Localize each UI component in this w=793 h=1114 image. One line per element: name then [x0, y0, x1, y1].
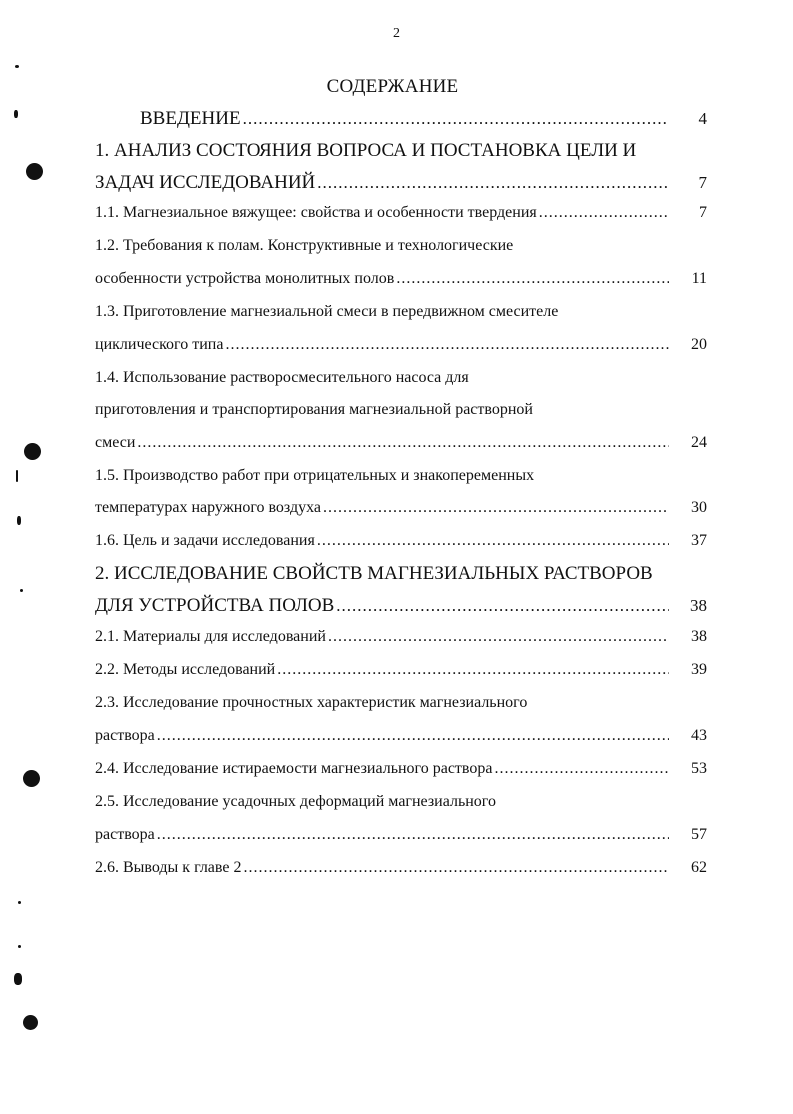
toc-entry-text: раствора: [95, 826, 155, 843]
toc-entry-chapter-2-line-1: [95, 563, 707, 591]
toc-leader-dots: [317, 173, 669, 193]
toc-leader-dots: [317, 532, 669, 550]
binder-hole-mark: [23, 770, 40, 787]
toc-entry-text: 1.4. Использование растворосмесительного насоса для: [95, 369, 469, 386]
toc-entry-page: 4: [698, 109, 707, 128]
binder-hole-mark: [23, 1015, 38, 1030]
toc-entry-page: 62: [691, 859, 707, 876]
toc-entry-text: циклического типа: [95, 336, 224, 353]
scan-speck: [18, 945, 21, 948]
toc-entry-section-2-6: [95, 859, 707, 887]
toc-entry-text: 1.3. Приготовление магнезиальной смеси в передвижном смесителе: [95, 303, 559, 320]
toc-entry-page: 11: [691, 270, 707, 287]
toc-entry-text: температурах наружного воздуха: [95, 499, 321, 516]
toc-entry-text: ДЛЯ УСТРОЙСТВА ПОЛОВ: [95, 595, 335, 616]
page-number: 2: [393, 26, 400, 41]
toc-leader-dots: [137, 434, 669, 452]
toc-entry-section-2-3: [95, 727, 707, 755]
toc-entry-text: смеси: [95, 434, 136, 451]
toc-entry-text: 1.1. Магнезиальное вяжущее: свойства и особенности твердения: [95, 204, 537, 221]
scan-speck: [20, 589, 23, 592]
binder-hole-mark: [24, 443, 41, 460]
toc-entry-section-2-3-line-1: [95, 694, 707, 722]
toc-leader-dots: [225, 336, 669, 354]
toc-entry-page: 30: [691, 499, 707, 516]
toc-leader-dots: [243, 109, 669, 129]
toc-leader-dots: [494, 760, 669, 778]
toc-entry-text: приготовления и транспортирования магнезиальной растворной: [95, 401, 533, 418]
toc-entry-section-1-5-line-1: [95, 467, 707, 495]
toc-entry-text: раствора: [95, 727, 155, 744]
toc-entry-page: 24: [691, 434, 707, 451]
scan-speck: [14, 110, 18, 118]
toc-leader-dots: [328, 628, 669, 646]
toc-leader-dots: [277, 661, 669, 679]
toc-entry-introduction: [140, 108, 707, 136]
toc-entry-section-1-2: [95, 270, 707, 298]
toc-entry-section-1-2-line-1: [95, 237, 707, 265]
toc-entry-page: 39: [691, 661, 707, 678]
toc-entry-chapter-1: [95, 172, 707, 200]
scan-speck: [17, 516, 21, 525]
toc-entry-page: 43: [691, 727, 707, 744]
toc-entry-section-2-4: [95, 760, 707, 788]
toc-entry-section-1-4-line-2: [95, 401, 707, 429]
binder-hole-mark: [26, 163, 43, 180]
toc-entry-section-1-3: [95, 336, 707, 364]
toc-leader-dots: [539, 204, 669, 222]
toc-entry-section-1-1: [95, 204, 707, 232]
toc-entry-chapter-1-line-1: [95, 140, 707, 168]
scan-speck: [14, 973, 22, 985]
toc-entry-text: 2.4. Исследование истираемости магнезиального раствора: [95, 760, 493, 777]
toc-entry-text: особенности устройства монолитных полов: [95, 270, 395, 287]
toc-entry-text: 1.6. Цель и задачи исследования: [95, 532, 315, 549]
toc-entry-section-1-6: [95, 532, 707, 560]
toc-entry-chapter-2: [95, 595, 707, 623]
toc-leader-dots: [336, 596, 669, 616]
toc-entry-text: 1. АНАЛИЗ СОСТОЯНИЯ ВОПРОСА И ПОСТАНОВКА ЦЕЛИ И: [95, 140, 637, 161]
toc-title: СОДЕРЖАНИЕ: [326, 76, 459, 97]
toc-entry-page: 7: [698, 173, 707, 192]
toc-entry-section-1-4: [95, 434, 707, 462]
toc-entry-section-2-5: [95, 826, 707, 854]
toc-entry-section-1-3-line-1: [95, 303, 707, 331]
toc-entry-page: 7: [699, 204, 707, 221]
toc-entry-text: ЗАДАЧ ИССЛЕДОВАНИЙ: [95, 172, 316, 193]
toc-entry-text: 2. ИССЛЕДОВАНИЕ СВОЙСТВ МАГНЕЗИАЛЬНЫХ РАСТВОРОВ: [95, 563, 653, 584]
toc-entry-page: 53: [691, 760, 707, 777]
scan-speck: [18, 901, 21, 904]
toc-entry-text: ВВЕДЕНИЕ: [140, 108, 241, 129]
toc-entry-text: 2.1. Материалы для исследований: [95, 628, 326, 645]
toc-leader-dots: [243, 859, 669, 877]
toc-leader-dots: [157, 826, 669, 844]
toc-entry-page: 20: [691, 336, 707, 353]
toc-entry-page: 37: [691, 532, 707, 549]
toc-entry-section-2-1: [95, 628, 707, 656]
toc-entry-text: 1.2. Требования к полам. Конструктивные и технологические: [95, 237, 514, 254]
toc-entry-section-2-5-line-1: [95, 793, 707, 821]
toc-entry-text: 2.6. Выводы к главе 2: [95, 859, 242, 876]
toc-entry-section-1-4-line-1: [95, 369, 707, 397]
scan-speck: [15, 65, 19, 68]
toc-entry-page: 38: [690, 596, 707, 615]
toc-entry-text: 2.3. Исследование прочностных характеристик магнезиального: [95, 694, 528, 711]
toc-leader-dots: [323, 499, 669, 517]
toc-leader-dots: [157, 727, 669, 745]
scan-speck: [16, 470, 18, 482]
toc-entry-page: 57: [691, 826, 707, 843]
toc-entry-text: 2.5. Исследование усадочных деформаций магнезиального: [95, 793, 496, 810]
toc-entry-section-2-2: [95, 661, 707, 689]
toc-entry-text: 1.5. Производство работ при отрицательных и знакопеременных: [95, 467, 535, 484]
toc-entry-text: 2.2. Методы исследований: [95, 661, 276, 678]
toc-entry-page: 38: [691, 628, 707, 645]
toc-leader-dots: [396, 270, 669, 288]
toc-entry-section-1-5: [95, 499, 707, 527]
